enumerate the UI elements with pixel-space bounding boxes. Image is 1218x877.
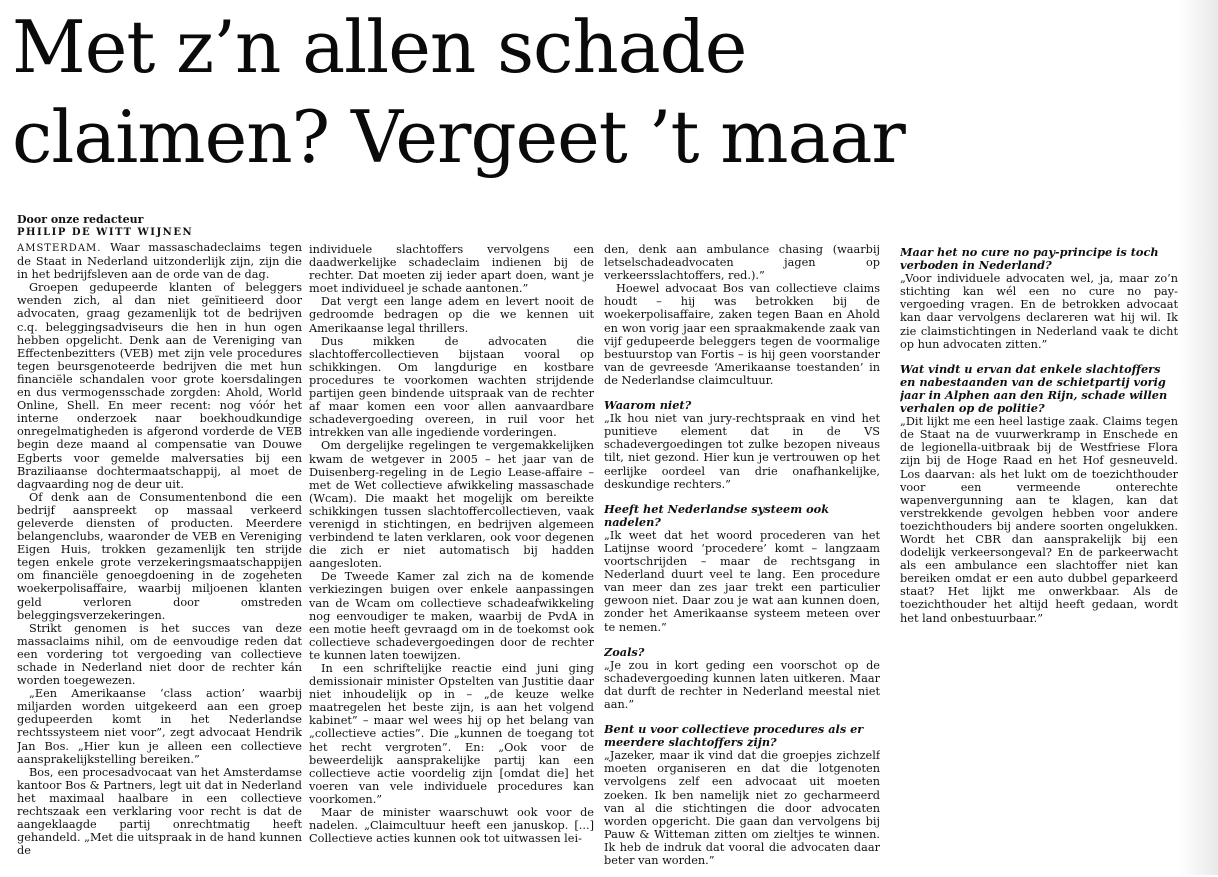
interview-question: Maar het no cure no pay-principe is toch verboden in Nederland? — [900, 246, 1159, 273]
paragraph: Groepen gedupeerde klanten of beleggers wenden zich, al dan niet geïnitieerd door advocaten, graag gezamenlijk tot de bedrijven c.q. beleggingsadviseurs die hen in hun ogen hebben opgelicht. Denk aan de Vereniging van Effectenbezitters (VEB) met zijn vele procedures tegen beursgenoteerde bedrijven die met hun financiële schandalen voor grote koersdalingen en dus vermogensschade zorgden: Ahold, World Online, Shell. En meer recent: nog vóór het interne onderzoek naar boekhoudkundige onregelmatigheden is afgerond vorderde de VEB begin deze maand al compensatie van Douwe Egberts voor gemelde malversaties bij een Braziliaanse dochtermaatschappij, al moet de dagvaarding nog de deur uit. — [17, 281, 302, 491]
article-column-3 — [604, 243, 880, 877]
paragraph: De Tweede Kamer zal zich na de komende verkiezingen buigen over enkele aanpassingen van de Wcam om collectieve schadeafwikkeling nog eenvoudiger te maken, waarbij de PvdA in een motie heeft gevraagd om in de toekomst ook collectieve schadevergoedingen door de rechter te kunnen laten toewijzen. — [309, 570, 594, 662]
paragraph: Dus mikken de advocaten die slachtoffercollectieven bijstaan vooral op schikkingen. Om langdurige en kostbare procedures te voorkomen wachten strijdende partijen geen bindende uitspraak van de rechter af maar komen een voor allen aanvaardbare schadevergoeding overeen, in ruil voor het intrekken van alle ingediende vorderingen. — [309, 334, 594, 440]
paragraph: In een schriftelijke reactie eind juni ging demissionair minister Opstelten van Justitie daar niet inhoudelijk op in – „de keuze welke maatregelen het beste zijn, is aan het volgend kabinet” – maar wel wees hij op het belang van „collectieve acties”. Die „kunnen de toegang tot het recht vergroten”. En: „Ook voor de beweerdelijk aansprakelijke partij kan een collectieve actie voordelig zijn [omdat die] het voeren van vele individuele procedures kan voorkomen.” — [309, 662, 594, 806]
interview-answer: „Jazeker, maar ik vind dat die groepjes zichzelf moeten organiseren en dat die lotgenoten vervolgens zelf een advocaat uit moeten zoeken. Ik ben namelijk niet zo gecharmeerd van al die stichtingen die door advocaten worden opgericht. Die gaan dan vervolgens bij Pauw & Witteman zitten om zieltjes te winnen. Ik heb de indruk dat vooral die advocaten daar beter van worden.” — [604, 749, 880, 868]
paragraph: Strikt genomen is het succes van deze massaclaims nihil, om de eenvoudige reden dat een vordering tot vergoeding van collectieve schade in Nederland niet door de rechter kán worden toegewezen. — [17, 621, 302, 688]
dateline: AMSTERDAM. — [17, 243, 102, 254]
interview-answer: „Voor individuele advocaten wel, ja, maar zo’n stichting kan wél een no cure no pay-vergoeding vragen. En de betrokken advocaat kan daar vervolgens declareren wat hij wil. Ik zie claimstichtingen in Nederland vaak te dicht op hun advocaten zitten.” — [900, 272, 1178, 351]
page-edge-shadow — [1178, 0, 1218, 875]
interview-question: Bent u voor collectieve procedures als er meerdere slachtoffers zijn? — [604, 722, 864, 750]
paragraph — [17, 241, 302, 281]
paragraph: individuele slachtoffers vervolgens een daadwerkelijke schadeclaim indienen bij de rechter. Dat moeten zij ieder apart doen, want je moet individueel je schade aantonen.” — [309, 243, 594, 296]
interview-answer: „Dit lijkt me een heel lastige zaak. Claims tegen de Staat na de vuurwerkramp in Enschede en de legionella-uitbraak bij de Westfriese Flora zijn bij de Hoge Raad en het Hof gesneuveld. Los daarvan: als het lukt om de toezichthouder voor een vermeende onterechte wapenvergunning aan te klagen, kan dat verstrekkende gevolgen hebben voor andere toezichthouders bij andere soorten ongelukken. Wordt het CBR dan aansprakelijk bij een dodelijk verkeersongeval? En de parkeerwacht als een ambulance een slachtoffer niet kan bereiken omdat er een auto dubbel geparkeerd staat? Het lijkt me onwerkbaar. Als de toezichthouder het altijd heeft gedaan, wordt het land onbestuurbaar.” — [900, 415, 1178, 625]
paragraph: „Een Amerikaanse ‘class action’ waarbij miljarden worden uitgekeerd aan een groep gedupeerden komt in het Nederlandse rechtssysteem niet voor”, zegt advocaat Hendrik Jan Bos. „Hier kun je alleen een collectieve aansprakelijkstelling bereiken.” — [17, 687, 302, 766]
article-column-4 — [900, 246, 1178, 666]
byline — [17, 213, 302, 239]
headline-line-2: claimen? Vergeet ’t maar — [12, 95, 905, 179]
interview-question: Heeft het Nederlandse systeem ook nadelen? — [604, 501, 830, 529]
paragraph: den, denk aan ambulance chasing (waarbij letselschadeadvocaten jagen op verkeersslachtoffers, red.).” — [604, 243, 880, 283]
paragraph: Dat vergt een lange adem en levert nooit de gedroomde bedragen op die we kennen uit Amerikaanse legal thrillers. — [309, 295, 594, 335]
interview-question: Wat vindt u ervan dat enkele slachtoffers en nabestaanden van de schietpartij vorig jaar in Alphen aan den Rijn, schade willen verhalen op de politie? — [900, 361, 1168, 416]
interview-answer: „Ik hou niet van jury-rechtspraak en vind het punitieve element dat in de VS schadevergoedingen tot zulke bezopen niveaus tilt, niet gezond. Hier kun je vertrouwen op het eerlijke oordeel van drie onafhankelijke, deskundige rechters.” — [604, 412, 880, 491]
article-column-1 — [17, 241, 302, 875]
headline — [12, 2, 912, 182]
paragraph: Hoewel advocaat Bos van collectieve claims houdt – hij was betrokken bij de woekerpolisaffaire, zaken tegen Baan en Ahold en won vorig jaar een spraakmakende zaak van vijf gedupeerde beleggers tegen de voormalige bestuurstop van Fortis – is hij geen voorstander van de gevreesde ‘Amerikaanse toestanden’ in de Nederlandse claimcultuur. — [604, 282, 880, 387]
headline-line-1: Met z’n allen schade — [12, 5, 747, 89]
byline-author: PHILIP DE WITT WIJNEN — [17, 227, 194, 238]
article-column-2 — [309, 243, 594, 877]
interview-answer: „Je zou in kort geding een voorschot op de schadevergoeding kunnen laten uitkeren. Maar dat durft de rechter in Nederland meestal niet aan.” — [604, 658, 880, 711]
paragraph-text: Waar massaschadeclaims tegen de Staat in Nederland uitzonderlijk zijn, zijn die in het bedrijfsleven aan de orde van de dag. — [17, 241, 302, 282]
interview-question: Zoals? — [604, 644, 645, 659]
paragraph: Of denk aan de Consumentenbond die een bedrijf aanspreekt op massaal verkeerd geleverde diensten of producten. Meerdere belangenclubs, waaronder de VEB en Vereniging Eigen Huis, trokken gezamenlijk ten strijde tegen enkele grote verzekeringsmaatschappijen om financiële genoegdoening in de zogeheten woekerpolisaffaire, waarbij miljoenen klanten geld verloren door omstreden beleggingsverzekeringen. — [17, 490, 302, 622]
paragraph: Om dergelijke regelingen te vergemakkelijken kwam de wetgever in 2005 – het jaar van de Duisenberg-regeling in de Legio Lease-affaire – met de Wet collectieve afwikkeling massaschade (Wcam). Die maakt het mogelijk om bereikte schikkingen tussen slachtoffercollectieven, vaak verenigd in stichtingen, en bedrijven algemeen verbindend te laten verklaren, ook voor degenen die zich er niet automatisch bij hadden aangesloten. — [309, 439, 594, 571]
interview-question: Waarom niet? — [604, 398, 692, 413]
paragraph: Maar de minister waarschuwt ook voor de nadelen. „Claimcultuur heeft een januskop. [...] Collectieve acties kunnen ook tot uitwassen lei- — [309, 806, 594, 846]
byline-credit: Door onze redacteur — [17, 213, 144, 226]
paragraph: Bos, een procesadvocaat van het Amsterdamse kantoor Bos & Partners, legt uit dat in Nederland het maximaal haalbare in een collectieve rechtszaak een verklaring voor recht is dat de aangeklaagde partij onrechtmatig heeft gehandeld. „Met die uitspraak in de hand kunnen de — [17, 765, 302, 858]
interview-answer: „Ik weet dat het woord procederen van het Latijnse woord ‘procedere’ komt – langzaam voortschrijden – maar de rechtsgang in Nederland duurt veel te lang. Een procedure van meer dan zes jaar trekt een particulier gewoon niet. Daar zou je wat aan kunnen doen, zonder het Amerikaanse systeem meteen over te nemen.” — [604, 528, 880, 634]
